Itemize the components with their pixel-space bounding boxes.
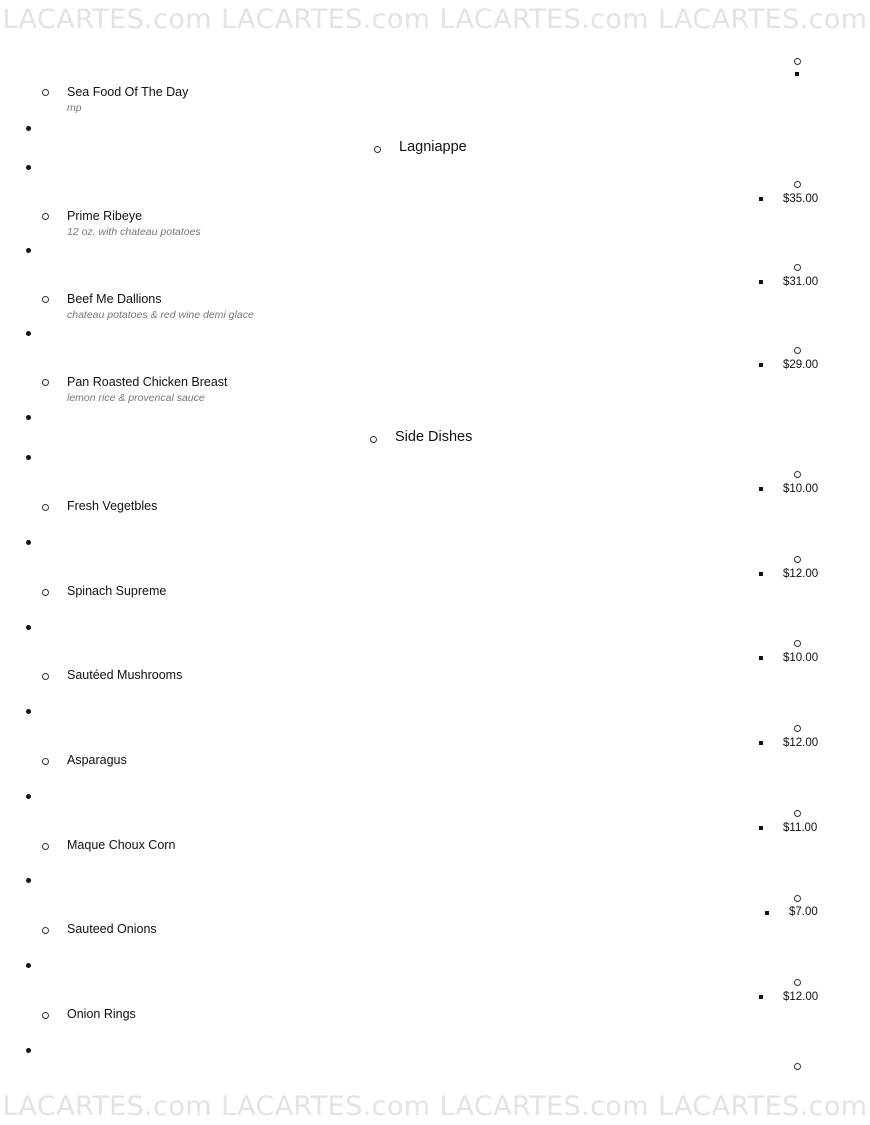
section-heading-lagniappe: Lagniappe xyxy=(399,139,467,155)
square-bullet-icon xyxy=(759,487,763,491)
ring-bullet-icon xyxy=(42,673,49,680)
menu-item-price: $12.00 xyxy=(783,991,819,1003)
menu-item-name: Fresh Vegetbles xyxy=(67,499,158,513)
square-bullet-icon xyxy=(759,995,763,999)
bullet-icon xyxy=(26,415,31,420)
bullet-icon xyxy=(26,878,31,883)
menu-item-name: Sea Food Of The Day xyxy=(67,85,189,99)
square-bullet-icon xyxy=(759,572,763,576)
menu-item-price: $11.00 xyxy=(783,822,818,834)
ring-bullet-icon xyxy=(794,640,801,647)
ring-bullet-icon xyxy=(794,58,801,65)
section-heading-side-dishes: Side Dishes xyxy=(395,429,473,445)
menu-item-name: Sautéed Mushrooms xyxy=(67,668,183,682)
ring-bullet-icon xyxy=(42,504,49,511)
menu-item-name: Prime Ribeye xyxy=(67,209,143,223)
menu-item-name: Pan Roasted Chicken Breast xyxy=(67,375,228,389)
ring-bullet-icon xyxy=(794,725,801,732)
menu-item-price: $10.00 xyxy=(783,483,819,495)
ring-bullet-icon xyxy=(374,146,381,153)
menu-item-name: Beef Me Dallions xyxy=(67,292,162,306)
ring-bullet-icon xyxy=(42,1012,49,1019)
bullet-icon xyxy=(26,165,31,170)
watermark-bottom: LACARTES.com LACARTES.com LACARTES.com LACARTES.com xyxy=(2,1093,868,1120)
bullet-icon xyxy=(26,540,31,545)
bullet-icon xyxy=(26,625,31,630)
ring-bullet-icon xyxy=(42,927,49,934)
bullet-icon xyxy=(26,794,31,799)
menu-item-price: $35.00 xyxy=(783,193,819,205)
menu-item-description: chateau potatoes & red wine demi glace xyxy=(67,309,254,321)
ring-bullet-icon xyxy=(370,436,377,443)
ring-bullet-icon xyxy=(42,843,49,850)
watermark-top: LACARTES.com LACARTES.com LACARTES.com LACARTES.com xyxy=(2,6,868,33)
menu-item-description: mp xyxy=(67,102,82,114)
ring-bullet-icon xyxy=(794,181,801,188)
menu-item-name: Spinach Supreme xyxy=(67,584,167,598)
bullet-icon xyxy=(26,331,31,336)
ring-bullet-icon xyxy=(794,895,801,902)
ring-bullet-icon xyxy=(42,589,49,596)
ring-bullet-icon xyxy=(42,296,49,303)
menu-item-description: 12 oz. with chateau potatoes xyxy=(67,226,201,238)
ring-bullet-icon xyxy=(794,1063,801,1070)
square-bullet-icon xyxy=(759,363,763,367)
menu-item-description: lemon rice & provencal sauce xyxy=(67,392,205,404)
menu-item-name: Onion Rings xyxy=(67,1007,136,1021)
square-bullet-icon xyxy=(759,656,763,660)
ring-bullet-icon xyxy=(42,213,49,220)
ring-bullet-icon xyxy=(794,810,801,817)
menu-item-price: $12.00 xyxy=(783,568,819,580)
menu-item-price: $29.00 xyxy=(783,359,819,371)
ring-bullet-icon xyxy=(794,979,801,986)
ring-bullet-icon xyxy=(42,89,49,96)
menu-item-price: $12.00 xyxy=(783,737,819,749)
bullet-icon xyxy=(26,963,31,968)
ring-bullet-icon xyxy=(794,471,801,478)
bullet-icon xyxy=(26,455,31,460)
ring-bullet-icon xyxy=(42,758,49,765)
bullet-icon xyxy=(26,709,31,714)
bullet-icon xyxy=(26,248,31,253)
menu-item-name: Sauteed Onions xyxy=(67,922,157,936)
square-bullet-icon xyxy=(759,741,763,745)
square-bullet-icon xyxy=(795,72,799,76)
square-bullet-icon xyxy=(759,280,763,284)
square-bullet-icon xyxy=(759,826,763,830)
menu-item-name: Asparagus xyxy=(67,753,127,767)
ring-bullet-icon xyxy=(794,556,801,563)
menu-item-price: $10.00 xyxy=(783,652,819,664)
menu-item-price: $7.00 xyxy=(789,906,818,918)
ring-bullet-icon xyxy=(794,264,801,271)
menu-item-price: $31.00 xyxy=(783,276,819,288)
menu-item-name: Maque Choux Corn xyxy=(67,838,176,852)
square-bullet-icon xyxy=(759,197,763,201)
ring-bullet-icon xyxy=(794,347,801,354)
bullet-icon xyxy=(26,1048,31,1053)
bullet-icon xyxy=(26,126,31,131)
square-bullet-icon xyxy=(765,911,769,915)
ring-bullet-icon xyxy=(42,379,49,386)
